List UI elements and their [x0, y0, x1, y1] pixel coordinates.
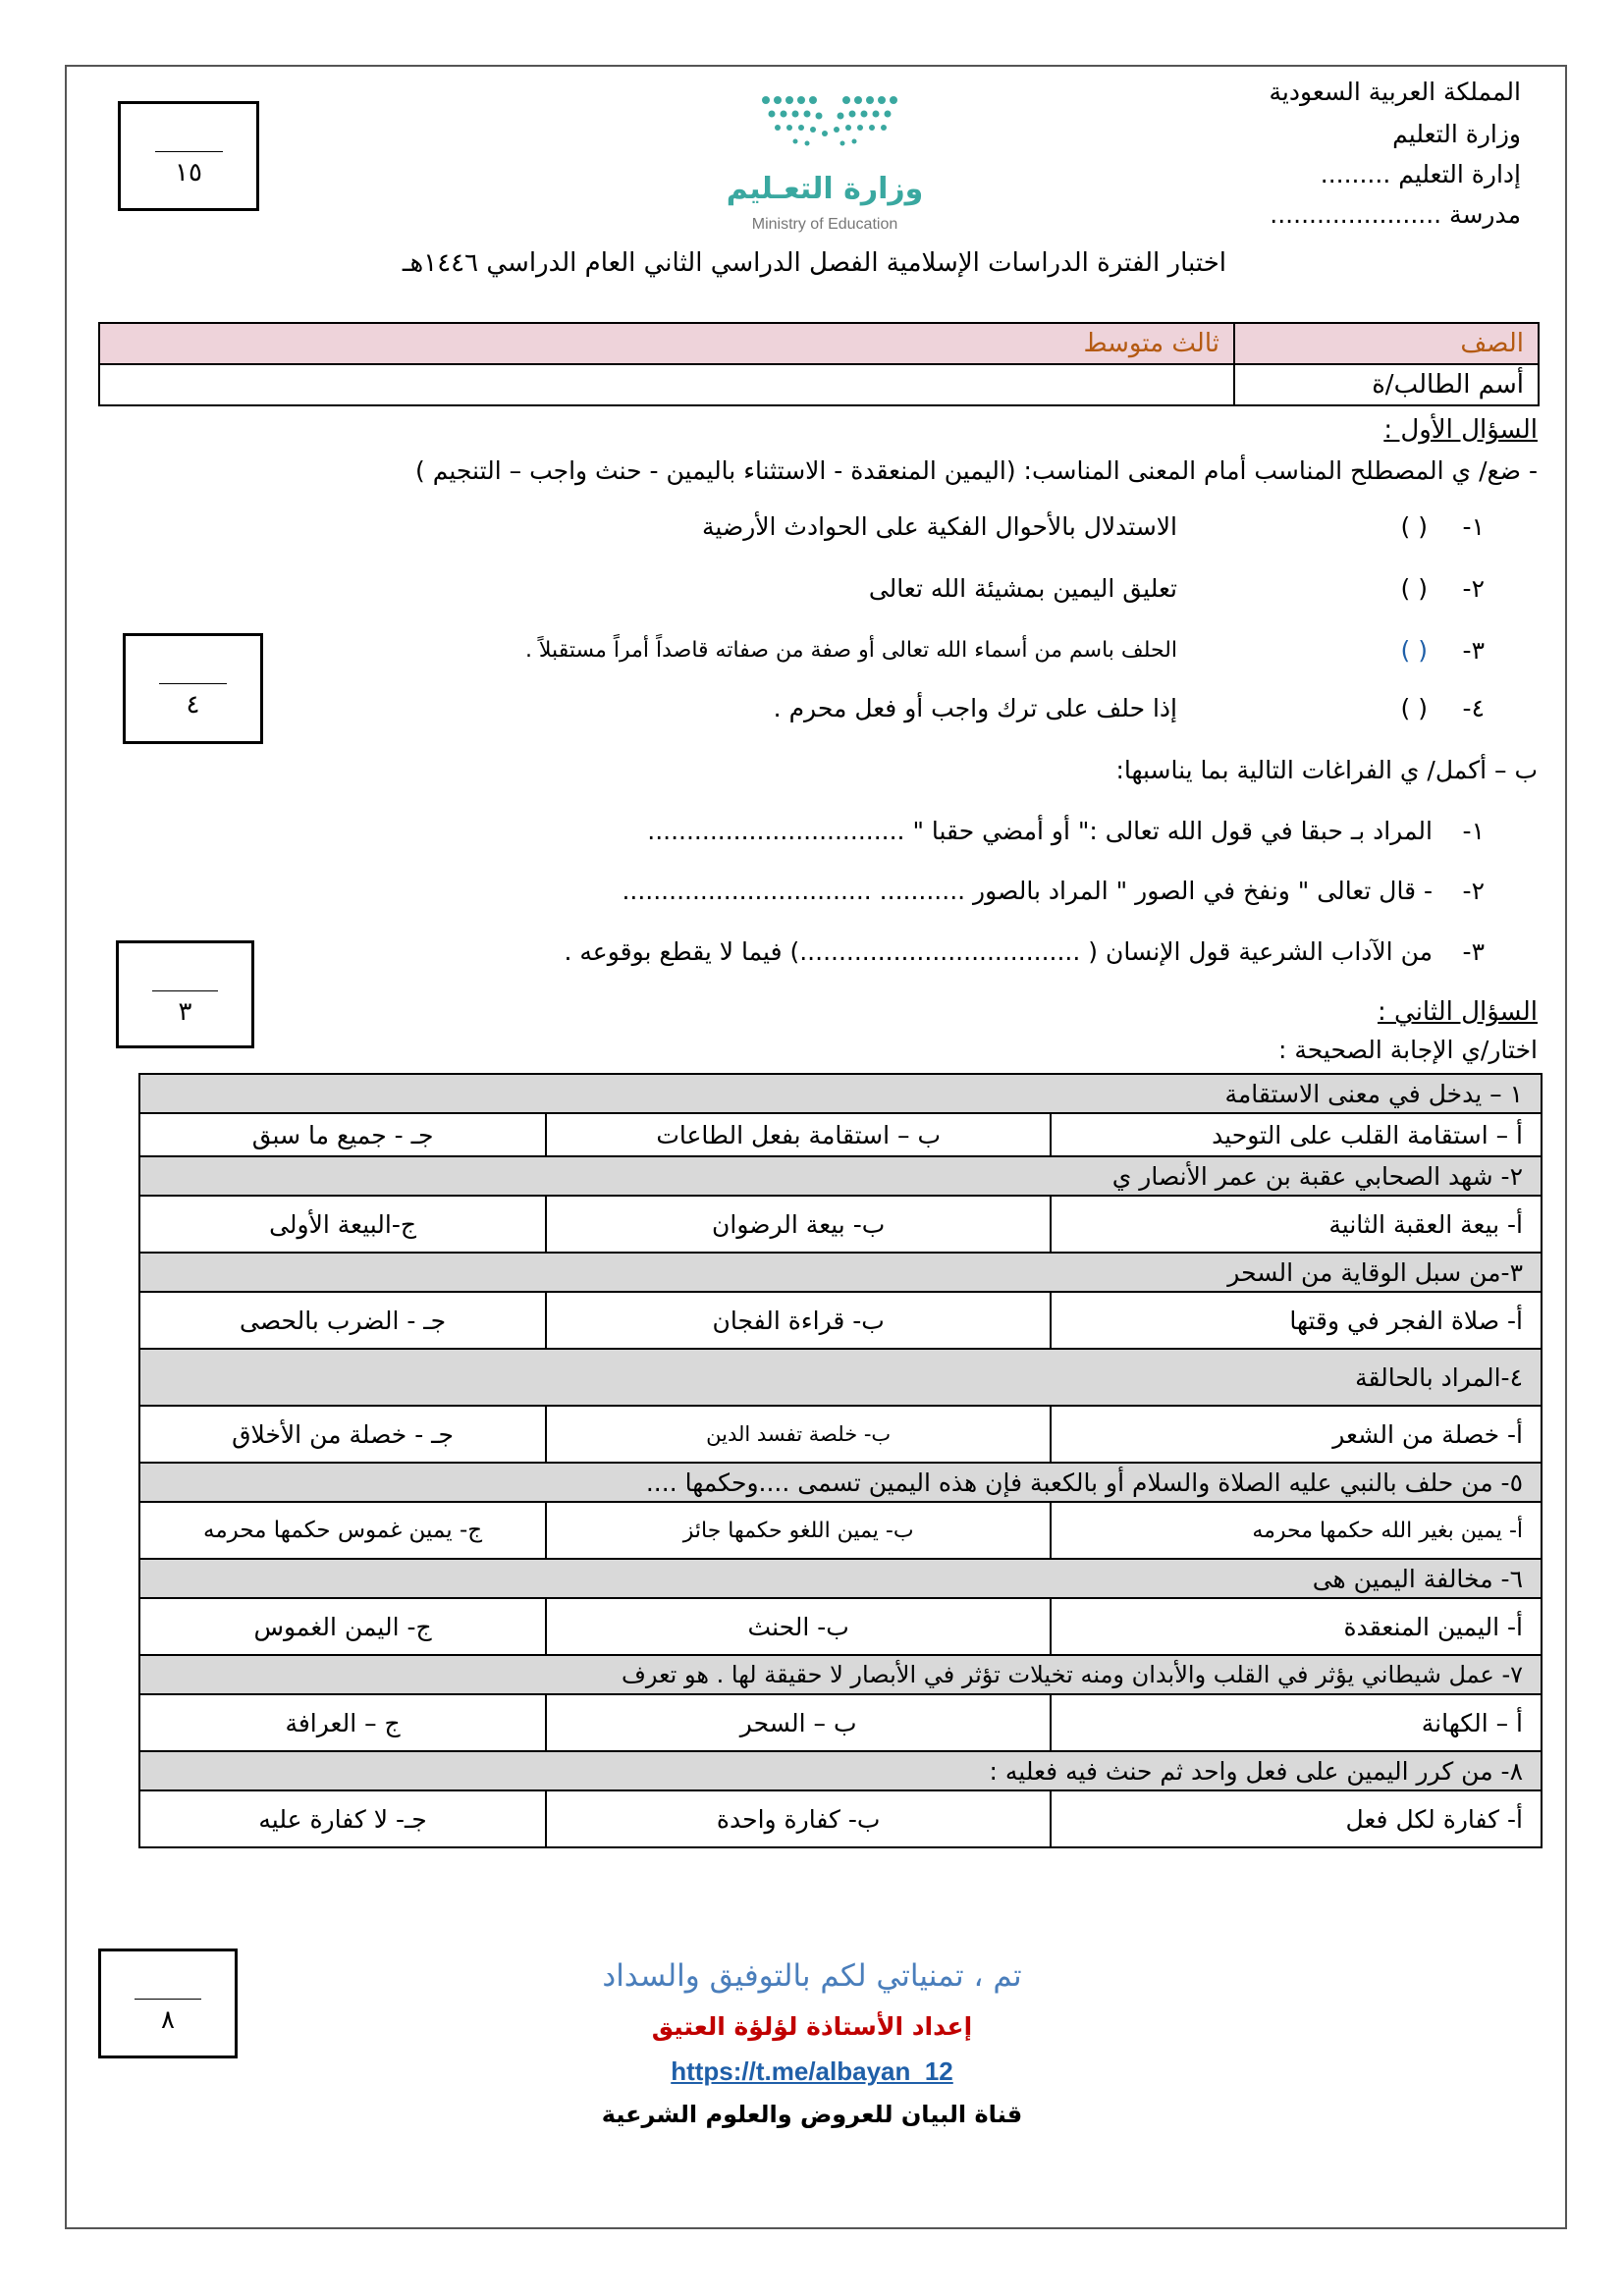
- q1-item-num: ٢-: [1462, 574, 1485, 603]
- q1a-score: ٤: [186, 690, 200, 720]
- mcq-question: ١ – يدخل في معنى الاستقامة: [139, 1074, 1542, 1113]
- q1b-score: ٣: [178, 997, 192, 1027]
- mcq-option-c[interactable]: ج – العرافة: [139, 1694, 546, 1751]
- name-row: [99, 364, 1539, 405]
- q1b-item-num: ٢-: [1462, 877, 1485, 905]
- mcq-question: ٣-من سبل الوقاية من السحر: [139, 1253, 1542, 1292]
- mcq-options-row: [139, 1694, 1542, 1751]
- mcq-option-a[interactable]: أ- صلاة الفجر في وقتها: [1051, 1292, 1542, 1349]
- school-label: مدرسة ......................: [1270, 200, 1521, 229]
- mcq-option-b[interactable]: ب- كفارة واحدة: [546, 1790, 1051, 1847]
- q1-item-blank[interactable]: ( ): [1400, 574, 1428, 603]
- mcq-option-b[interactable]: ب- يمين اللغو حكمها جائز: [546, 1502, 1051, 1559]
- q2-instruction: اختار/ي الإجابة الصحيحة :: [1278, 1036, 1538, 1064]
- q1-instruction: - ضع/ ي المصطلح المناسب أمام المعنى المناسب: (اليمين المنعقدة - الاستثناء باليمين - حنث واجب – التنجيم ): [415, 456, 1538, 485]
- q1-item-text: إذا حلف على ترك واجب أو فعل محرم .: [773, 694, 1177, 722]
- mcq-options-row: [139, 1790, 1542, 1847]
- admin-label: إدارة التعليم .........: [1320, 160, 1521, 188]
- q1b-item-num: ١-: [1462, 817, 1485, 845]
- mcq-option-b[interactable]: ب – السحر: [546, 1694, 1051, 1751]
- q1b-item-text[interactable]: المراد بـ حبقا في قول الله تعالى :" أو أمضي حقبا " .................................: [647, 817, 1433, 845]
- mcq-option-b[interactable]: ب- خلصة تفسد الدين: [546, 1406, 1051, 1463]
- q1b-item-num: ٣-: [1462, 937, 1485, 966]
- mcq-option-b[interactable]: ب- الحنث: [546, 1598, 1051, 1655]
- q1-item-num: ٤-: [1462, 694, 1485, 722]
- mcq-question-row: [139, 1074, 1542, 1113]
- total-score: ١٥: [175, 158, 202, 187]
- q1-item-blank[interactable]: ( ): [1400, 694, 1428, 722]
- mcq-options-row: [139, 1196, 1542, 1253]
- q1-item-num: ٣-: [1462, 636, 1485, 665]
- mcq-option-a[interactable]: أ – الكهانة: [1051, 1694, 1542, 1751]
- class-value: ثالث متوسط: [99, 323, 1234, 364]
- q1b-item-text[interactable]: من الآداب الشرعية قول الإنسان ( ....................................) فيما لا يقطع بوقوعه .: [564, 937, 1433, 966]
- mcq-option-c[interactable]: جـ- لا كفارة عليه: [139, 1790, 546, 1847]
- name-label: أسم الطالب/ة: [1234, 364, 1539, 405]
- mcq-table: [138, 1073, 1543, 1848]
- channel-name: قناة البيان للعروض والعلوم الشرعية: [601, 2101, 1023, 2128]
- mcq-option-a[interactable]: أ – استقامة القلب على التوحيد: [1051, 1113, 1542, 1156]
- class-row: [99, 323, 1539, 364]
- mcq-question-row: [139, 1253, 1542, 1292]
- exam-title: اختبار الفترة الدراسات الإسلامية الفصل الدراسي الثاني العام الدراسي ١٤٤٦هـ: [402, 248, 1226, 278]
- mcq-option-c[interactable]: جـ - خصلة من الأخلاق: [139, 1406, 546, 1463]
- q1-item-num: ١-: [1462, 512, 1485, 541]
- ministry-logo-mark: [707, 88, 943, 245]
- mcq-option-a[interactable]: أ- كفارة لكل فعل: [1051, 1790, 1542, 1847]
- q1-item-text: تعليق اليمين بمشيئة الله تعالى: [868, 574, 1177, 603]
- name-field[interactable]: [99, 364, 1234, 405]
- q1-item-text: الحلف باسم من أسماء الله تعالى أو صفة من صفاته قاصداً أمراً مستقبلاً .: [524, 638, 1177, 663]
- q1b-instruction: ب – أكمل/ ي الفراغات التالية بما يناسبها:: [1115, 756, 1538, 784]
- mcq-options-row: [139, 1598, 1542, 1655]
- total-score-box: [118, 101, 259, 211]
- mcq-option-a[interactable]: أ- خصلة من الشعر: [1051, 1406, 1542, 1463]
- q1-item-text: الاستدلال بالأحوال الفكية على الحوادث الأرضية: [702, 512, 1177, 541]
- mcq-option-c[interactable]: ج-البيعة الأولى: [139, 1196, 546, 1253]
- q2-score: ٨: [161, 2005, 175, 2035]
- mcq-option-b[interactable]: ب- بيعة الرضوان: [546, 1196, 1051, 1253]
- q2-heading: السؤال الثاني :: [1378, 997, 1538, 1027]
- mcq-question-row: [139, 1559, 1542, 1598]
- mcq-question: ٨- من كرر اليمين على فعل واحد ثم حنث فيه فعليه :: [139, 1751, 1542, 1790]
- wishes-text: تم ، تمنياتي لكم بالتوفيق والسداد: [602, 1958, 1022, 1994]
- logo-english-text: Ministry of Education: [751, 216, 898, 233]
- mcq-question-row: [139, 1751, 1542, 1790]
- author-text: إعداد الأستاذة لؤلؤة العتيق: [651, 2012, 973, 2041]
- mcq-option-c[interactable]: ج- يمين غموس حكمها محرمه: [139, 1502, 546, 1559]
- mcq-option-c[interactable]: جـ - الضرب بالحصى: [139, 1292, 546, 1349]
- q1b-item-text[interactable]: - قال تعالى " ونفخ في الصور " المراد بالصور ........... ................................: [622, 877, 1433, 905]
- mcq-option-a[interactable]: أ- اليمين المنعقدة: [1051, 1598, 1542, 1655]
- mcq-option-a[interactable]: أ- يمين بغير الله حكمها محرمه: [1051, 1502, 1542, 1559]
- mcq-question-row: [139, 1463, 1542, 1502]
- mcq-option-b[interactable]: ب – استقامة بفعل الطاعات: [546, 1113, 1051, 1156]
- ministry-label: وزارة التعليم: [1392, 120, 1521, 148]
- mcq-question: ٥- من حلف بالنبي عليه الصلاة والسلام أو بالكعبة فإن هذه اليمين تسمى ....وحكمها ....: [139, 1463, 1542, 1502]
- mcq-options-row: [139, 1113, 1542, 1156]
- channel-link[interactable]: https://t.me/albayan_12: [671, 2056, 953, 2086]
- ministry-logo: [707, 88, 943, 245]
- q1-item-blank[interactable]: ( ): [1400, 512, 1428, 541]
- score-rule: [159, 683, 227, 684]
- mcq-option-b[interactable]: ب- قراءة الفجان: [546, 1292, 1051, 1349]
- mcq-question: ٢- شهد الصحابي عقبة بن عمر الأنصار ي: [139, 1156, 1542, 1196]
- student-info-table: [98, 322, 1540, 406]
- logo-arabic-text: وزارة التعـليم: [726, 172, 924, 206]
- mcq-option-c[interactable]: جـ - جميع ما سبق: [139, 1113, 546, 1156]
- mcq-question-row: [139, 1349, 1542, 1406]
- q1b-score-box: [116, 940, 254, 1048]
- mcq-question-row: [139, 1655, 1542, 1694]
- score-rule: [152, 990, 219, 991]
- class-label: الصف: [1234, 323, 1539, 364]
- q1-item-blank[interactable]: ( ): [1400, 636, 1428, 665]
- mcq-question: ٦- مخالفة اليمين هى: [139, 1559, 1542, 1598]
- mcq-question: ٧- عمل شيطاني يؤثر في القلب والأبدان ومنه تخيلات تؤثر في الأبصار لا حقيقة لها . هو تعرف: [139, 1655, 1542, 1694]
- q1a-score-box: [123, 633, 263, 744]
- mcq-options-row: [139, 1406, 1542, 1463]
- mcq-options-row: [139, 1502, 1542, 1559]
- mcq-question-row: [139, 1156, 1542, 1196]
- mcq-option-c[interactable]: ج- اليمن الغموس: [139, 1598, 546, 1655]
- mcq-options-row: [139, 1292, 1542, 1349]
- q1-heading: السؤال الأول :: [1383, 415, 1538, 445]
- mcq-question: ٤-المراد بالحالقة: [139, 1349, 1542, 1406]
- score-rule: [135, 1999, 201, 2000]
- score-rule: [155, 151, 223, 152]
- kingdom-label: المملكة العربية السعودية: [1269, 78, 1521, 106]
- mcq-option-a[interactable]: أ- بيعة العقبة الثانية: [1051, 1196, 1542, 1253]
